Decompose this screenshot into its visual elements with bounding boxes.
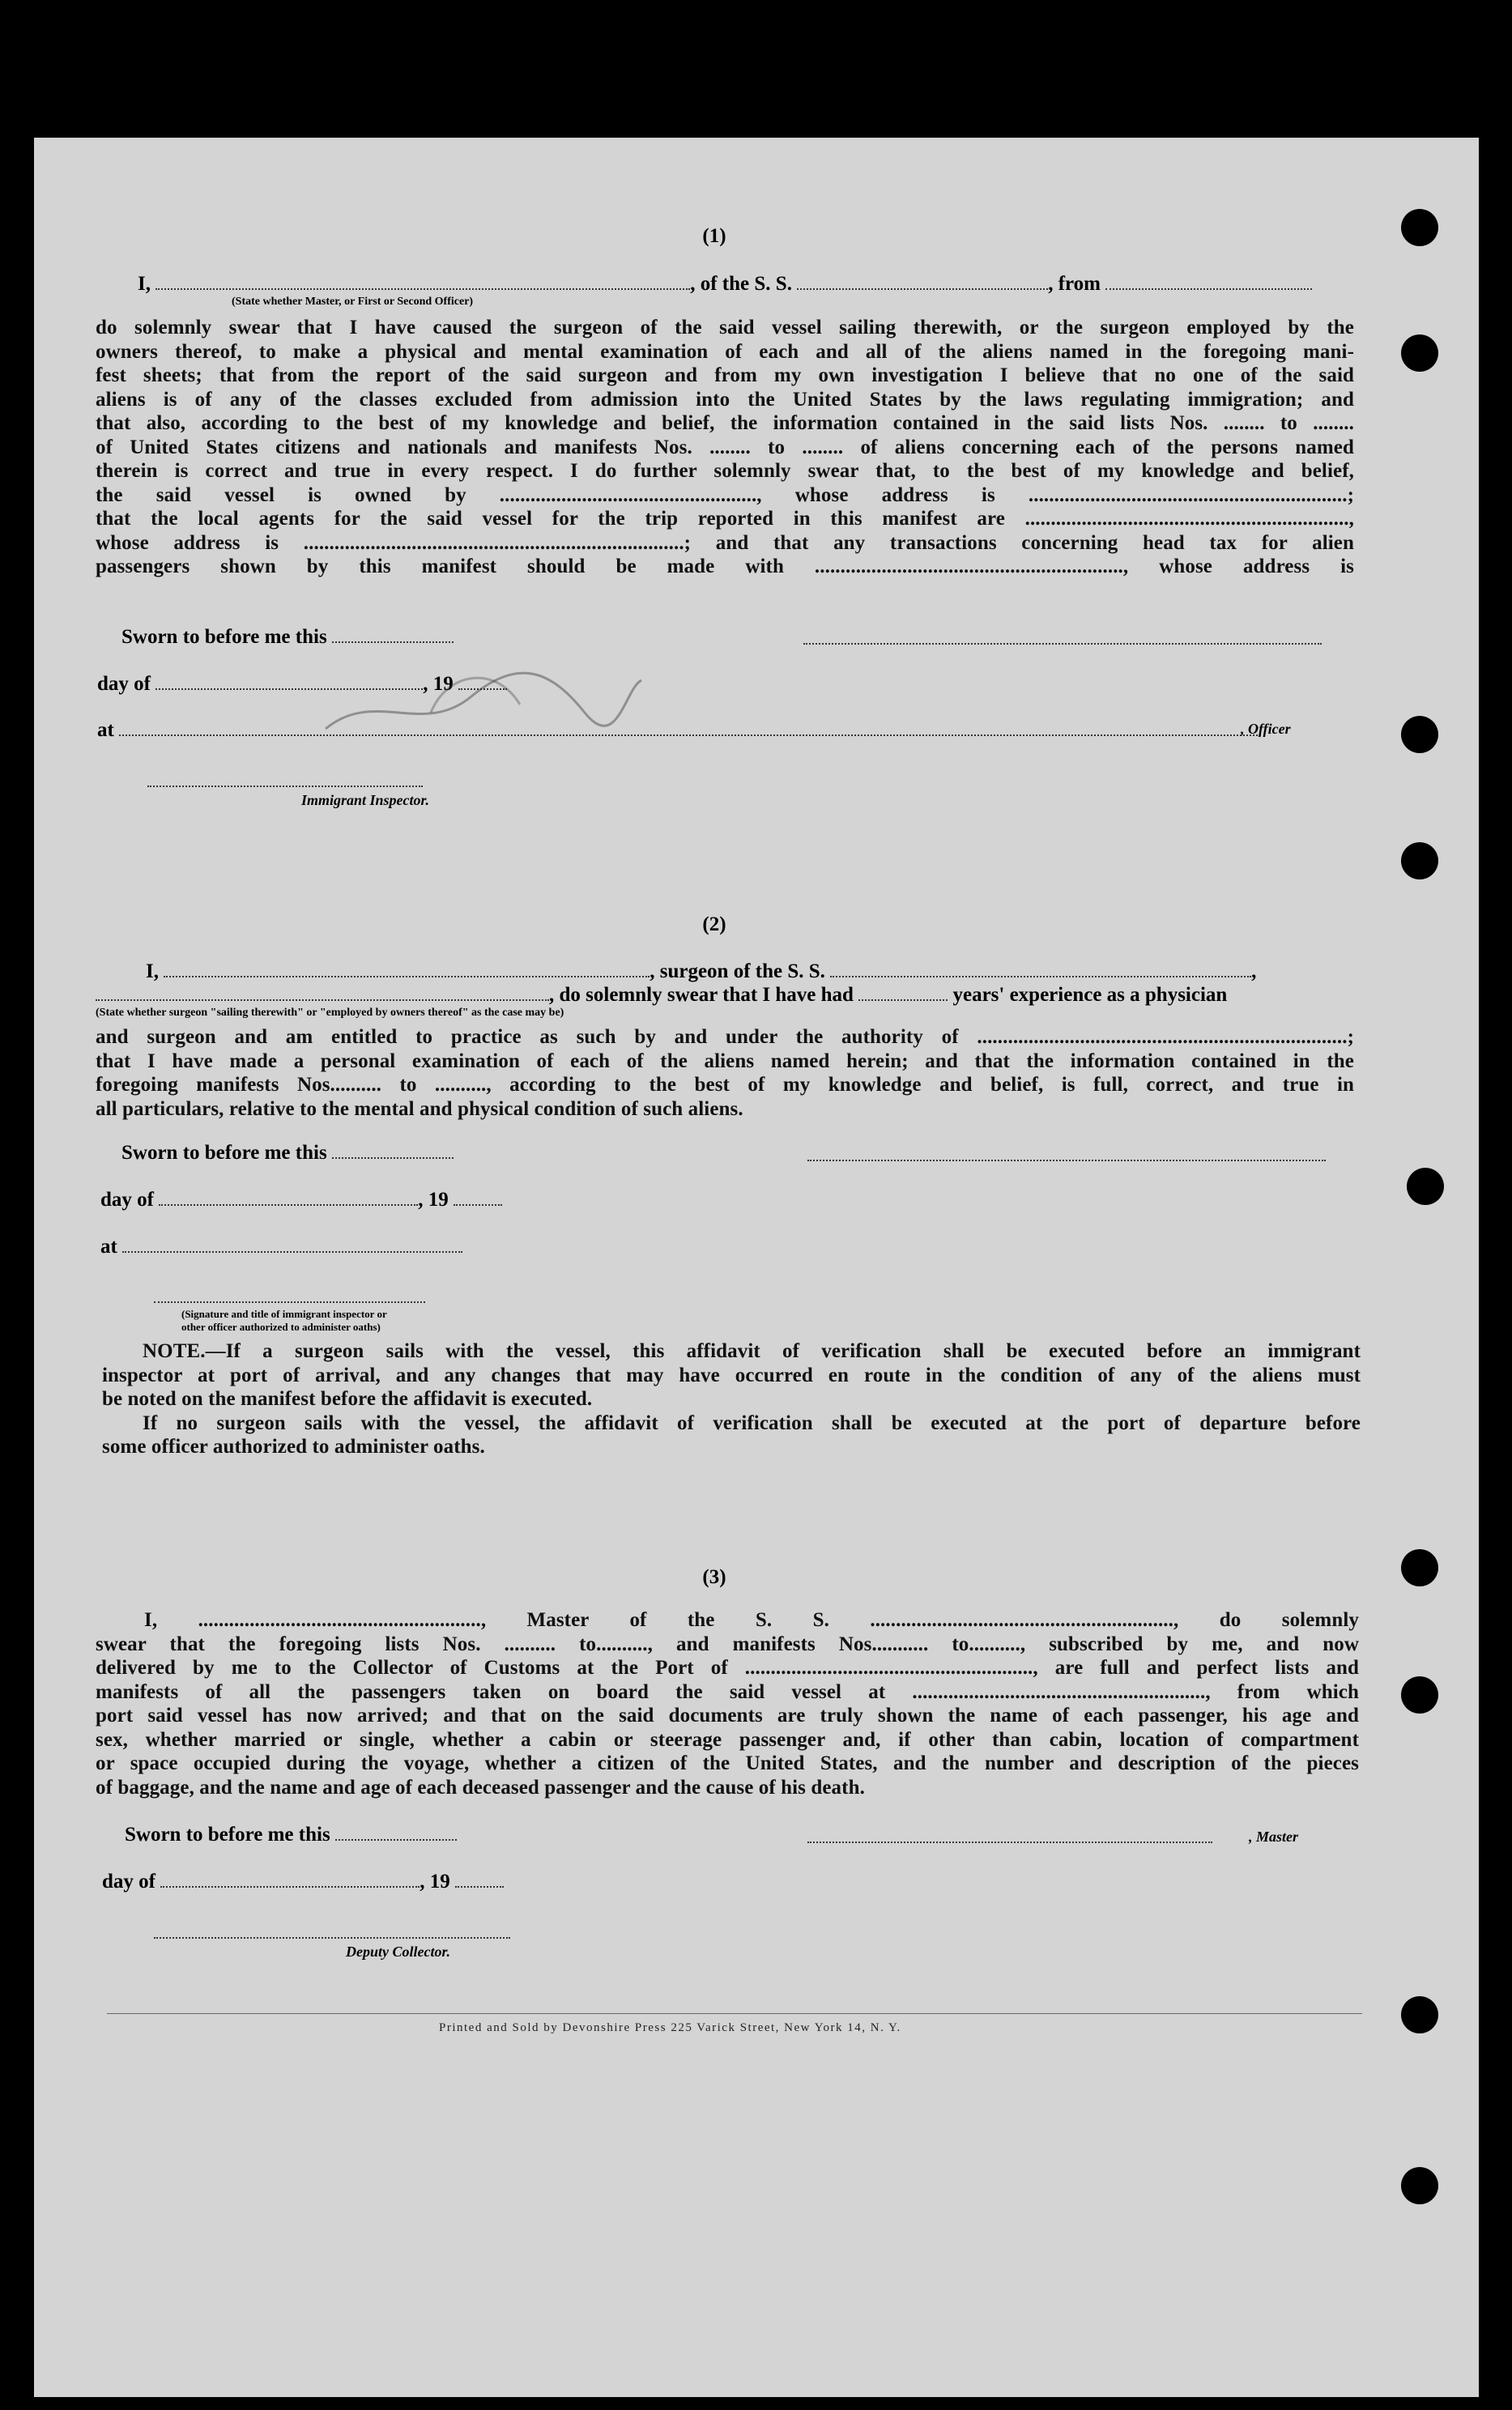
section-3-line: of baggage, and the name and age of each deceased passenger and the cause of his death. [96,1776,865,1799]
punch-hole [1401,334,1438,372]
at-place-blank[interactable] [119,720,1261,736]
section-3-line: or space occupied during the voyage, whether a citizen of the United States, and the number and description of the pieces [96,1752,1359,1774]
title-caption: (State whether Master, or First or Second Officer) [232,296,474,308]
section-1-first-line: I, , of the S. S. , from [138,273,1312,296]
at-line-1: at [97,719,1261,742]
section-2-line: and surgeon and am entitled to practice as such by and under the authority of ........................................................................; [96,1026,1354,1048]
master-caption: , Master [1249,1829,1299,1845]
section-1-line: that also, according to the best of my knowledge and belief, the information contained in the said lists Nos. ........ to ........ [96,412,1354,434]
section-1-line: therein is correct and true in every respect. I do further solemnly swear that, to the best of my knowledge and belief, [96,460,1354,482]
section-1-line: that the local agents for the said vessel for the trip reported in this manifest are ..............................................................., [96,508,1354,530]
section-1-line: the said vessel is owned by .................................................., whose address is ..............................................................; [96,483,1354,506]
section-3-line: sex, whether married or single, whether a cabin or steerage passenger and, if other than cabin, location of compartment [96,1728,1359,1751]
sworn-date-blank-3[interactable] [335,1825,457,1841]
surgeon-status-blank[interactable] [96,985,549,1001]
at-place-blank-2[interactable] [122,1237,462,1253]
section-1-body [96,316,1354,579]
section-1-line: do solemnly swear that I have caused the surgeon of the said vessel sailing therewith, or the surgeon employed by the [96,317,1354,339]
punch-hole [1401,209,1438,246]
master-signature-line[interactable] [807,1842,1212,1843]
at-line-2: at [100,1236,462,1258]
sig-caption-1: (Signature and title of immigrant inspector or [181,1308,387,1320]
sworn-line-2: Sworn to before me this [121,1142,454,1165]
section-3-line: delivered by me to the Collector of Customs at the Port of ........................................................, are full and perfect lists and [96,1657,1359,1679]
sworn-line-1: Sworn to before me this [121,626,454,649]
section-1-line: owners thereof, to make a physical and mental examination of each and all of the aliens named in the foregoing mani- [96,340,1354,363]
section-1-line: fest sheets; that from the report of the said surgeon and from my own investigation I believe that no one of the said [96,364,1354,386]
inspector-caption: Immigrant Inspector. [301,792,430,808]
section-2-second-line: , do solemnly swear that I have had years' experience as a physician [96,984,1227,1007]
punch-hole [1401,716,1438,753]
section-2-line: that I have made a personal examination of each of the aliens named herein; and that the information contained in the [96,1050,1354,1072]
section-2-body [96,1025,1354,1121]
vessel-name-blank[interactable] [797,274,1048,290]
surgeon-name-blank[interactable] [164,961,650,977]
section-2-number: (2) [702,913,726,935]
note-line: be noted on the manifest before the affidavit is executed. [102,1388,593,1410]
punch-hole [1401,1549,1438,1586]
note-block [102,1339,1361,1459]
day-of-line-1: day of , 19 [97,673,507,696]
punch-hole [1401,1996,1438,2033]
inspector-signature-line[interactable] [147,786,423,787]
sworn-line-3: Sworn to before me this [125,1824,457,1846]
note-line: inspector at port of arrival, and any changes that may have occurred en route in the condition of any of the aliens must [102,1364,1361,1386]
section-2-line: all particulars, relative to the mental and physical condition of such aliens. [96,1097,743,1120]
section-1-line: aliens is of any of the classes excluded from admission into the United States by the laws regulating immigration; and [96,388,1354,411]
section-3-line: manifests of all the passengers taken on board the said vessel at ........................................................., from which [96,1680,1359,1703]
section-2-first-line: I, , surgeon of the S. S. , [146,960,1257,982]
section-3-line: port said vessel has now arrived; and that on the said documents are truly shown the name of each passenger, his age and [96,1705,1359,1727]
section-1-line: of United States citizens and nationals and manifests Nos. ........ to ........ of aliens concerning each of the persons named [96,436,1354,458]
footer-rule [107,2013,1362,2014]
section-3-line: swear that the foregoing lists Nos. .......... to.........., and manifests Nos........... to.........., subscribed by me, and now [96,1633,1359,1655]
punch-hole [1401,842,1438,879]
punch-hole [1401,1676,1438,1714]
surgeon-vessel-blank[interactable] [830,961,1251,977]
surgeon-caption: (State whether surgeon "sailing therewith" or "employed by owners thereof" as the case may be) [96,1007,564,1019]
officer-name-blank[interactable] [155,274,690,290]
day-of-line-2: day of , 19 [100,1189,502,1211]
note-line: some officer authorized to administer oaths. [102,1436,485,1458]
section-3-line: I, ......................................................., Master of the S. S. ..........................................................., do solemnly [144,1609,1359,1631]
day-of-blank-3[interactable] [160,1871,420,1888]
punch-hole [1407,1168,1444,1205]
note-line: If no surgeon sails with the vessel, the affidavit of verification shall be executed at the port of departure before [143,1412,1361,1434]
signature-scribble [309,640,650,753]
years-experience-blank[interactable] [858,985,948,1001]
officer-authorized-signature-line[interactable] [154,1301,425,1303]
note-line: NOTE.—If a surgeon sails with the vessel, this affidavit of verification shall be executed before an immigrant [143,1340,1361,1362]
day-of-line-3: day of , 19 [102,1871,504,1893]
section-1-number: (1) [702,225,726,247]
officer-signature-line[interactable] [803,643,1322,645]
section-2-line: foregoing manifests Nos.......... to .........., according to the best of my knowledge and belief, is full, correct, and true in [96,1074,1354,1096]
officer-caption: , Officer [1241,721,1291,737]
port-from-blank[interactable] [1105,274,1312,290]
day-of-blank-2[interactable] [159,1190,418,1206]
manifest-sheet [34,138,1479,2397]
section-3-number: (3) [702,1566,726,1588]
section-1-line: passengers shown by this manifest should be made with ............................................................, whose address is [96,556,1354,577]
bleed-through-header [196,186,207,208]
deputy-collector-signature-line[interactable] [154,1937,510,1939]
punch-hole [1401,2167,1438,2204]
deputy-collector-caption: Deputy Collector. [346,1944,450,1960]
printer-footer: Printed and Sold by Devonshire Press 225 Varick Street, New York 14, N. Y. [439,2021,901,2034]
year-blank-2[interactable] [454,1190,502,1206]
section-3-body [96,1608,1359,1799]
section-1-line: whose address is ..........................................................................; and that any transactions concerning head tax for alien [96,531,1354,554]
sworn-date-blank-2[interactable] [332,1143,454,1159]
year-blank-3[interactable] [455,1871,504,1888]
surgeon-signature-line[interactable] [807,1160,1326,1161]
sig-caption-2: other officer authorized to administer oaths) [181,1321,381,1333]
